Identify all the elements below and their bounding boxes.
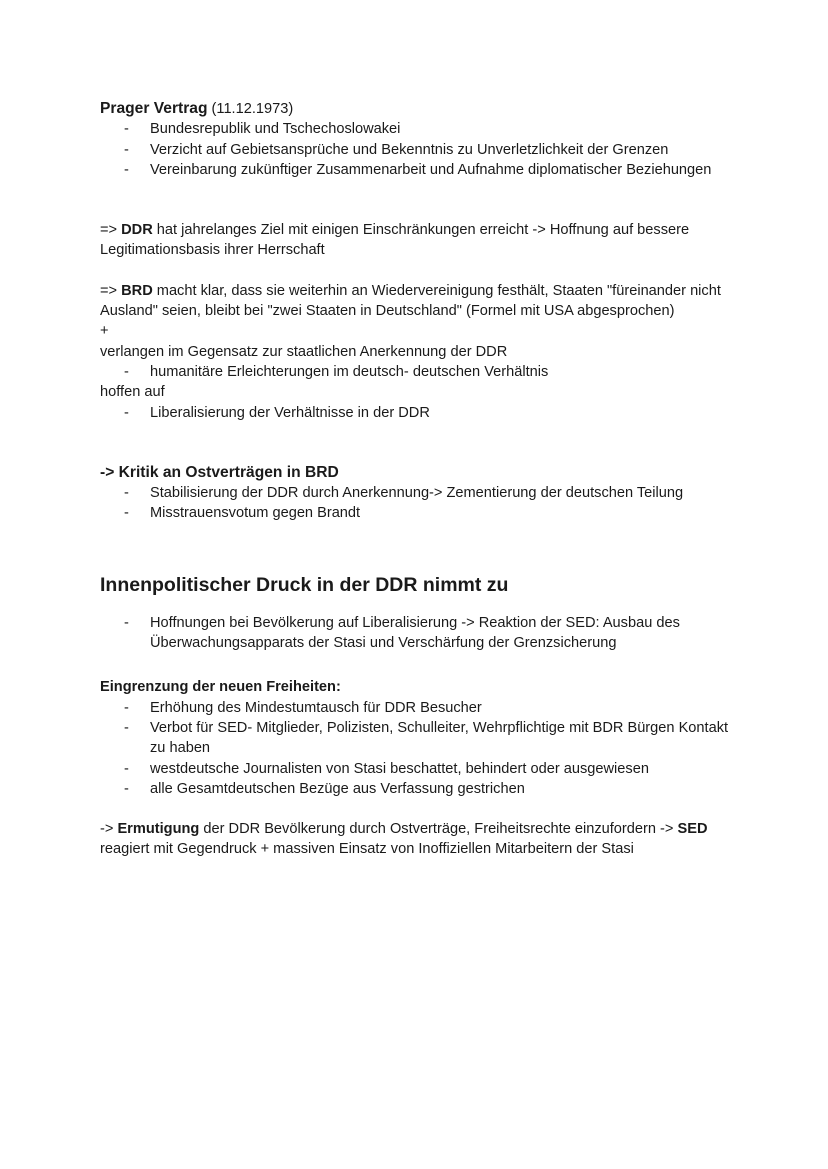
hope-line: hoffen auf [100,384,165,401]
list-item: - Hoffnungen bei Bevölkerung auf Liberalisierung -> Reaktion der SED: Ausbau des Überwachungsapparats der Stasi und Verschärfung der Grenzsicherung [100,613,740,654]
list-item: - Verzicht auf Gebietsansprüche und Bekenntnis zu Unverletzlichkeit der Grenzen [100,140,740,160]
kritik-list [100,483,740,524]
plus-sign: + [100,323,109,340]
paragraph-text: reagiert mit Gegendruck + massiven Einsatz von Inoffiziellen Mitarbeitern der Stasi [100,841,634,858]
arrow-prefix: => [100,282,122,299]
final-paragraph [100,819,740,860]
demand-list [100,362,740,382]
brd-paragraph [100,281,740,322]
eingrenzung-list [100,698,740,799]
bold-term: DDR [121,222,153,239]
list-item: - Verbot für SED- Mitglieder, Polizisten, Schulleiter, Wehrpflichtige mit BDR Bürgen Kontakt zu haben [100,718,740,759]
list-item: - humanitäre Erleichterungen im deutsch- deutschen Verhältnis [100,362,740,382]
list-item: - Misstrauensvotum gegen Brandt [100,503,740,523]
eingrenzung-title: Eingrenzung der neuen Freiheiten: [100,679,341,696]
paragraph-text: macht klar, dass sie weiterhin an Wiedervereinigung festhält, Staaten "füreinander nicht Ausland" seien, bleibt bei "zwei Staaten in Deutschland" (Formel mit USA abgesprochen) [100,282,721,320]
list-item: - Bundesrepublik und Tschechoslowakei [100,119,740,139]
list-item: - Erhöhung des Mindestumtausch für DDR Besucher [100,698,740,718]
list-item: - westdeutsche Journalisten von Stasi beschattet, behindert oder ausgewiesen [100,759,740,779]
prager-vertrag-heading [100,99,740,119]
main-heading: Innenpolitischer Druck in der DDR nimmt zu [100,573,509,596]
arrow-prefix: -> [100,821,118,838]
eingrenzung-heading [100,677,740,697]
bold-term: SED [677,821,708,838]
hope-list [100,403,740,423]
prager-vertrag-list [100,119,740,180]
section-date: (11.12.1973) [211,101,294,117]
document-content [100,99,740,860]
demand-line: verlangen im Gegensatz zur staatlichen Anerkennung der DDR [100,343,508,360]
paragraph-text: der DDR Bevölkerung durch Ostverträge, Freiheitsrechte einzufordern -> [199,821,678,838]
section-title: Prager Vertrag [100,100,208,117]
list-item: - Liberalisierung der Verhältnisse in der DDR [100,403,740,423]
bold-term: BRD [121,282,153,299]
arrow-prefix: => [100,222,122,239]
list-item: - Stabilisierung der DDR durch Anerkennung-> Zementierung der deutschen Teilung [100,483,740,503]
kritik-heading: -> Kritik an Ostverträgen in BRD [100,463,339,481]
list-item: - alle Gesamtdeutschen Bezüge aus Verfassung gestrichen [100,779,740,799]
bold-term: Ermutigung [117,821,200,838]
druck-list [100,613,740,654]
ddr-paragraph [100,220,740,261]
paragraph-text: hat jahrelanges Ziel mit einigen Einschränkungen erreicht -> Hoffnung auf bessere Legitimationsbasis ihrer Herrschaft [100,222,690,259]
list-item: - Vereinbarung zukünftiger Zusammenarbeit und Aufnahme diplomatischer Beziehungen [100,160,740,180]
